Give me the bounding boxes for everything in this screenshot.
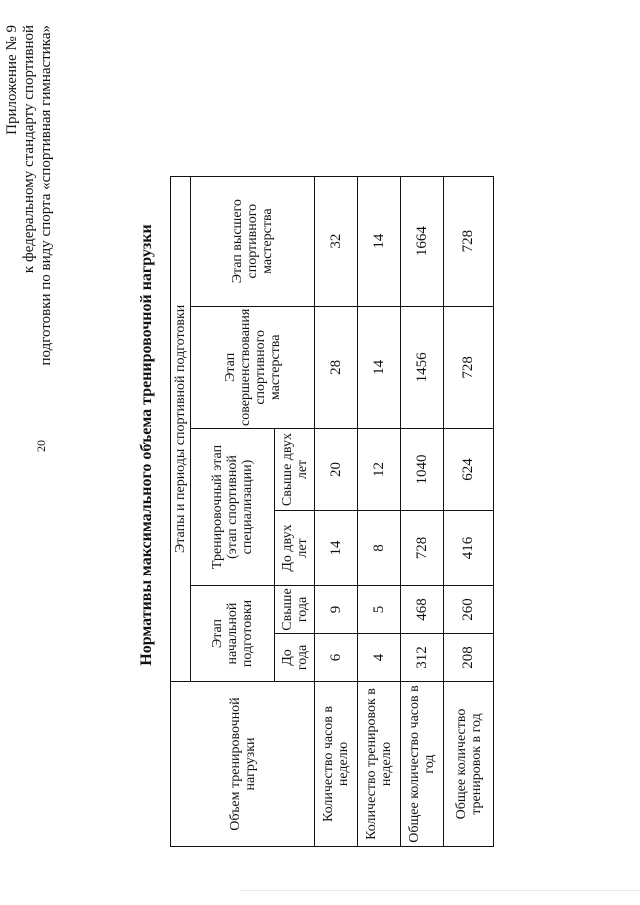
table-cell: 260	[444, 586, 494, 634]
subheader-training-up-to-two-years: До двух лет	[275, 511, 315, 586]
document-title: Нормативы максимального объема тренировочной нагрузки	[138, 224, 155, 666]
subheader-initial-up-to-year: До года	[275, 634, 315, 682]
table-cell: 1456	[401, 306, 444, 428]
table-row	[401, 176, 444, 846]
table-cell: 208	[444, 634, 494, 682]
appendix-sport-line: подготовки по виду спорта «спортивная гимнастика»	[38, 25, 54, 366]
table-cell: 20	[315, 429, 358, 511]
table-cell: 728	[444, 176, 494, 306]
page-number: 20	[34, 440, 48, 452]
table-cell: 1664	[401, 176, 444, 306]
table-cell: 14	[358, 306, 401, 428]
table-cell: 312	[401, 634, 444, 682]
table-cell: 12	[358, 429, 401, 511]
header-stage-training: Тренировочный этап (этап спортивной специализации)	[191, 429, 275, 586]
table-row	[358, 176, 401, 846]
appendix-header	[4, 25, 55, 545]
header-stage-initial: Этап начальной подготовки	[191, 586, 275, 682]
table-cell: 728	[401, 511, 444, 586]
rotated-page-content	[0, 25, 484, 865]
table-cell: 8	[358, 511, 401, 586]
header-stage-improvement: Этап совершенствования спортивного мастерства	[191, 306, 315, 428]
subheader-initial-over-year: Свыше года	[275, 586, 315, 634]
table-cell: 28	[315, 306, 358, 428]
table-row	[444, 176, 494, 846]
row-label: Количество тренировок в неделю	[358, 682, 401, 847]
table-cell: 6	[315, 634, 358, 682]
table-cell: 728	[444, 306, 494, 428]
header-stage-highest: Этап высшего спортивного мастерства	[191, 176, 315, 306]
row-label: Количество часов в неделю	[315, 682, 358, 847]
training-load-table	[170, 176, 494, 847]
table-cell: 1040	[401, 429, 444, 511]
table-cell: 468	[401, 586, 444, 634]
table-cell: 9	[315, 586, 358, 634]
table-cell: 416	[444, 511, 494, 586]
header-stages: Этапы и периоды спортивной подготовки	[171, 176, 191, 681]
table-cell: 32	[315, 176, 358, 306]
row-label: Общее количество тренировок в год	[444, 682, 494, 847]
table-cell: 14	[358, 176, 401, 306]
table-cell: 624	[444, 429, 494, 511]
table-row	[315, 176, 358, 846]
appendix-number: Приложение № 9	[4, 25, 20, 135]
table-cell: 5	[358, 586, 401, 634]
header-load-volume: Объем тренировочной нагрузки	[171, 682, 315, 847]
table-cell: 14	[315, 511, 358, 586]
subheader-training-over-two-years: Свыше двух лет	[275, 429, 315, 511]
table-cell: 4	[358, 634, 401, 682]
row-label: Общее количество часов в год	[401, 682, 444, 847]
appendix-standard-line: к федеральному стандарту спортивной	[21, 25, 37, 274]
scan-edge-line	[240, 890, 640, 891]
